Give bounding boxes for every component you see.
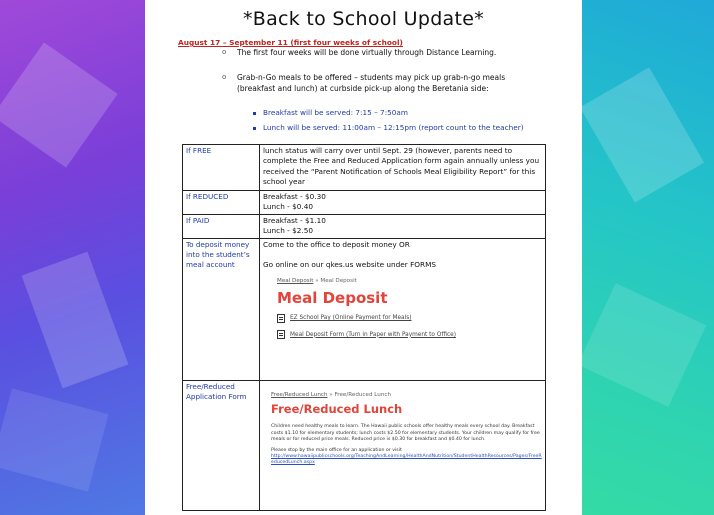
free-reduced-visit-text: Please stop by the main office for an application or visit bbox=[271, 447, 402, 453]
free-reduced-label: Free/Reduced Application Form bbox=[183, 380, 260, 510]
reduced-lunch: Lunch - $0.40 bbox=[263, 202, 313, 212]
ez-school-pay-link[interactable]: EZ School Pay (Online Payment for Meals) bbox=[277, 313, 542, 323]
paid-prices bbox=[260, 214, 546, 238]
deposit-label: To deposit money into the student’s meal account bbox=[183, 238, 260, 380]
deposit-line1: Come to the office to deposit money OR bbox=[263, 239, 410, 249]
page-title: *Back to School Update* bbox=[242, 8, 485, 30]
meal-deposit-screenshot bbox=[263, 270, 542, 340]
free-reduced-breadcrumb bbox=[271, 390, 542, 400]
deposit-line2: Go online on our qkes.us website under FORMS bbox=[263, 260, 437, 270]
meal-status-table bbox=[182, 144, 546, 511]
background-left-panel bbox=[0, 0, 145, 515]
breadcrumb-current: » Free/Reduced Lunch bbox=[327, 391, 391, 398]
free-label: If FREE bbox=[183, 145, 260, 191]
lunch-time: Lunch will be served: 11:00am – 12:15pm (report count to the teacher) bbox=[263, 123, 524, 132]
free-reduced-info bbox=[260, 380, 546, 510]
reduced-label: If REDUCED bbox=[183, 191, 260, 215]
free-text: lunch status will carry over until Sept. 29 (however, parents need to complete the Free and Reduced Application form again annually unless you received the “Parent Notification of Schools Meal Eligibility Report” for this school year bbox=[260, 145, 546, 191]
date-heading: August 17 – September 11 (first four weeks of school) bbox=[178, 38, 403, 47]
document-icon bbox=[277, 314, 285, 323]
breadcrumb-link[interactable]: Meal Deposit bbox=[277, 278, 314, 285]
reduced-prices bbox=[260, 191, 546, 215]
meal-deposit-breadcrumb bbox=[277, 276, 542, 286]
document-icon bbox=[277, 330, 285, 339]
free-reduced-screenshot bbox=[263, 382, 542, 467]
breakfast-time: Breakfast will be served: 7:15 – 7:50am bbox=[263, 108, 409, 117]
deposit-info bbox=[260, 238, 546, 380]
document-page bbox=[145, 0, 582, 515]
free-reduced-paragraph: Children need healthy meals to learn. The Hawaii public schools offer healthy meals every school day. Breakfast costs $1.10 for elementary students; lunch costs $2.50 for elementary students. Your children may qualify for free meals or for reduced price meals. Reduced price is $0.30 for breakfast and $0.40 for lunch. bbox=[271, 424, 540, 443]
free-reduced-url-link[interactable]: http://www.hawaiipublicschools.org/TeachingAndLearning/HealthAndNutrition/StudentHealthResources/Pages/FreeReducedLunch.aspx bbox=[271, 454, 542, 466]
paid-breakfast: Breakfast - $1.10 bbox=[263, 215, 326, 225]
reduced-breakfast: Breakfast - $0.30 bbox=[263, 192, 326, 201]
paid-label: If PAID bbox=[183, 214, 260, 238]
meal-deposit-heading: Meal Deposit bbox=[277, 288, 388, 307]
bullet-grab-n-go-cont: (breakfast and lunch) at curbside pick-up along the Beretania side: bbox=[237, 84, 489, 93]
meal-deposit-form-link[interactable]: Meal Deposit Form (Turn in Paper with Payment to Office) bbox=[277, 330, 542, 340]
breadcrumb-current: » Meal Deposit bbox=[313, 278, 357, 285]
bullet-distance-learning: The first four weeks will be done virtually through Distance Learning. bbox=[237, 48, 497, 57]
paid-lunch: Lunch - $2.50 bbox=[263, 226, 313, 236]
background-right-panel bbox=[582, 0, 714, 515]
breadcrumb-link[interactable]: Free/Reduced Lunch bbox=[271, 391, 328, 398]
bullet-grab-n-go: Grab-n-Go meals to be offered – students may pick up grab-n-go meals bbox=[237, 73, 506, 82]
free-reduced-heading: Free/Reduced Lunch bbox=[271, 402, 403, 417]
bullet-circle: o bbox=[222, 48, 227, 56]
bullet-square bbox=[253, 127, 256, 130]
bullet-square bbox=[253, 112, 256, 115]
bullet-circle: o bbox=[222, 73, 227, 81]
